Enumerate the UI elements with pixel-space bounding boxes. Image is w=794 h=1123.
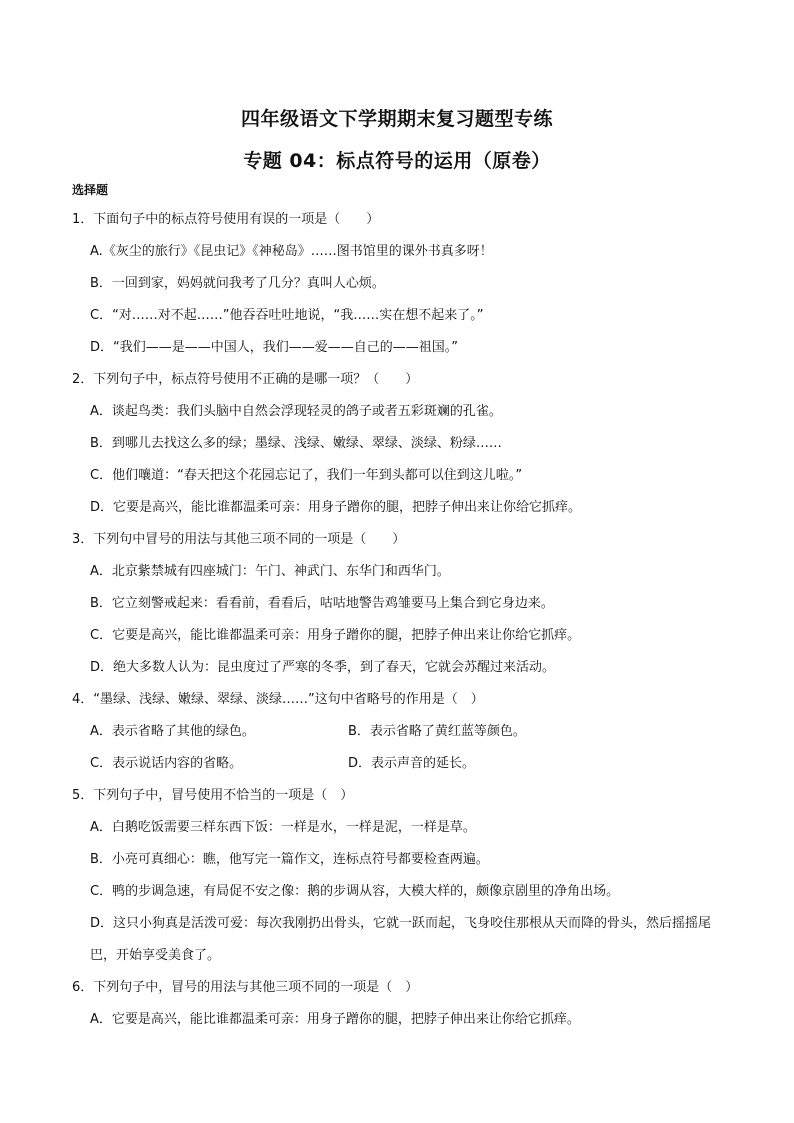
option-b: B．表示省略了黄红蓝等颜色。: [348, 724, 526, 739]
question-stem: 1．下面句子中的标点符号使用有误的一项是（ ）: [72, 212, 380, 227]
option-d: D．它要是高兴，能比谁都温柔可亲：用身子蹭你的腿，把脖子伸出来让你给它抓痒。: [90, 500, 582, 515]
page-subtitle: 专题 04：标点符号的运用（原卷）: [243, 150, 551, 172]
option-b: B．小亮可真细心：瞧，他写完一篇作文，连标点符号都要检查两遍。: [90, 852, 489, 867]
option-b: B．它立刻警戒起来：看看前，看看后，咕咕地警告鸡雏要马上集合到它身边来。: [90, 596, 554, 611]
option-c: C．表示说话内容的省略。: [90, 756, 243, 771]
question-stem: 4．“墨绿、浅绿、嫩绿、翠绿、淡绿……”这句中省略号的作用是（ ）: [72, 692, 484, 707]
option-c: C．他们嚷道：“春天把这个花园忘记了，我们一年到头都可以住到这儿啦。”: [90, 468, 523, 483]
option-d: D．绝大多数人认为：昆虫度过了严寒的冬季，到了春天，它就会苏醒过来活动。: [90, 660, 556, 675]
option-a: A.《灰尘的旅行》《昆虫记》《神秘岛》……图书馆里的课外书真多呀！: [90, 244, 493, 259]
option-d: D．这只小狗真是活泼可爱：每次我刚扔出骨头，它就一跃而起，飞身咬住那根从天而降的骨头，然后摇摇尾巴，开始享受美食了。: [90, 916, 712, 963]
option-a: A．白鹅吃饭需要三样东西下饭：一样是水，一样是泥，一样是草。: [90, 820, 476, 835]
section-label: 选择题: [72, 183, 109, 197]
option-a: A．它要是高兴，能比谁都温柔可亲：用身子蹭你的腿，把脖子伸出来让你给它抓痒。: [90, 1012, 580, 1027]
question-list: [72, 204, 732, 1036]
question-2: [72, 364, 732, 524]
option-b: B．一回到家，妈妈就问我考了几分？真叫人心烦。: [90, 276, 385, 291]
question-5: [72, 780, 732, 972]
option-d: D．“我们——是——中国人，我们——爱——自己的——祖国。”: [90, 340, 458, 355]
question-stem: 3．下列句中冒号的用法与其他三项不同的一项是（ ）: [72, 532, 406, 547]
question-3: [72, 524, 732, 684]
option-c: C．它要是高兴，能比谁都温柔可亲：用身子蹭你的腿，把脖子伸出来让你给它抓痒。: [90, 628, 581, 643]
option-c: C．“对……对不起……”他吞吞吐吐地说，“我……实在想不起来了。”: [90, 308, 484, 323]
question-6: [72, 972, 732, 1036]
question-stem: 2．下列句子中，标点符号使用不正确的是哪一项？（ ）: [72, 372, 419, 387]
option-a: A．表示省略了其他的绿色。: [90, 724, 255, 739]
question-1: [72, 204, 732, 364]
option-a: A．谈起鸟类：我们头脑中自然会浮现轻灵的鸽子或者五彩斑斓的孔雀。: [90, 404, 502, 419]
question-stem: 5．下列句子中，冒号使用不恰当的一项是（ ）: [72, 788, 354, 803]
option-c: C．鸭的步调急速，有局促不安之像：鹅的步调从容，大模大样的，颇像京剧里的净角出场。: [90, 884, 620, 899]
option-b: B．到哪儿去找这么多的绿；墨绿、浅绿、嫩绿、翠绿、淡绿、粉绿……: [90, 436, 502, 451]
option-d: D．表示声音的延长。: [348, 756, 476, 771]
question-4: [72, 684, 732, 780]
question-stem: 6．下列句子中，冒号的用法与其他三项不同的一项是（ ）: [72, 980, 419, 995]
option-a: A．北京紫禁城有四座城门：午门、神武门、东华门和西华门。: [90, 564, 450, 579]
page-title: 四年级语文下学期期末复习题型专练: [240, 108, 553, 130]
